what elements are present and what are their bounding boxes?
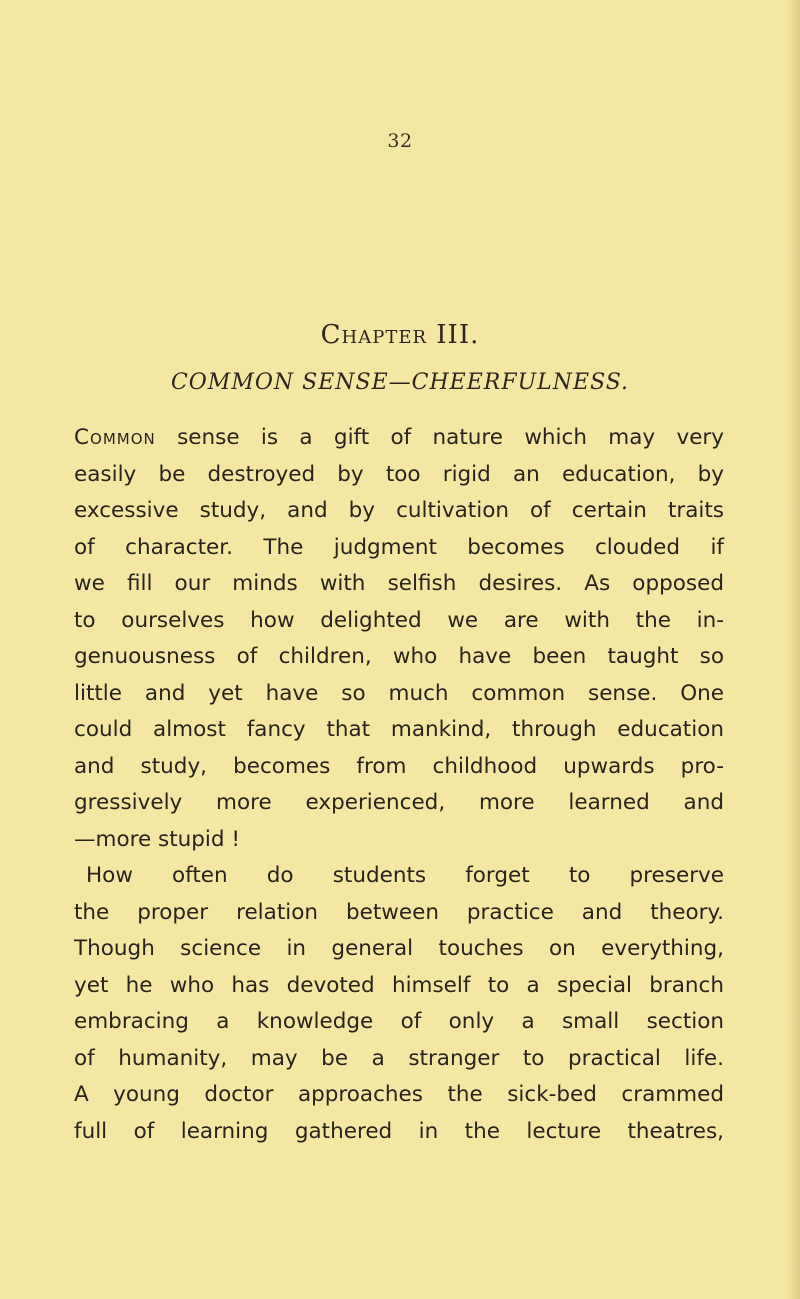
text-fragment: sense is a gift of nature which may very bbox=[177, 425, 724, 450]
text-line: genuousness of children, who have been taught so bbox=[74, 644, 724, 669]
text-line: Though science in general touches on everything, bbox=[74, 936, 724, 961]
text-line: A young doctor approaches the sick-bed crammed bbox=[74, 1082, 724, 1107]
text-line: of character. The judgment becomes clouded if bbox=[74, 534, 724, 560]
text-line: embracing a knowledge of only a small section bbox=[74, 1009, 724, 1034]
text-line: could almost fancy that mankind, through education bbox=[74, 717, 724, 742]
text-line: the proper relation between practice and theory. bbox=[74, 899, 724, 925]
text-line: of humanity, may be a stranger to practical life. bbox=[74, 1045, 724, 1071]
text-line: to ourselves how delighted we are with the in- bbox=[74, 607, 724, 633]
body-text bbox=[74, 420, 724, 1150]
chapter-heading: Chapter III. bbox=[320, 320, 480, 350]
paragraph-lead-word: Common bbox=[74, 425, 156, 450]
text-line: full of learning gathered in the lecture theatres, bbox=[74, 1118, 724, 1144]
text-line: How often do students forget to preserve bbox=[86, 863, 724, 888]
text-line: little and yet have so much common sense. One bbox=[74, 680, 724, 706]
text-line bbox=[74, 420, 724, 457]
text-line: yet he who has devoted himself to a special branch bbox=[74, 972, 724, 998]
text-line: —more stupid ! bbox=[74, 826, 241, 852]
chapter-title: COMMON SENSE—CHEERFULNESS. bbox=[170, 370, 630, 395]
text-line: gressively more experienced, more learned and bbox=[74, 790, 724, 815]
page-edge-shadow bbox=[786, 0, 800, 1299]
text-line: and study, becomes from childhood upwards pro- bbox=[74, 753, 724, 779]
page-number: 32 bbox=[387, 130, 413, 152]
text-line: easily be destroyed by too rigid an education, by bbox=[74, 461, 724, 487]
text-line: excessive study, and by cultivation of certain traits bbox=[74, 498, 724, 523]
text-line: we fill our minds with selfish desires. As opposed bbox=[74, 571, 724, 596]
